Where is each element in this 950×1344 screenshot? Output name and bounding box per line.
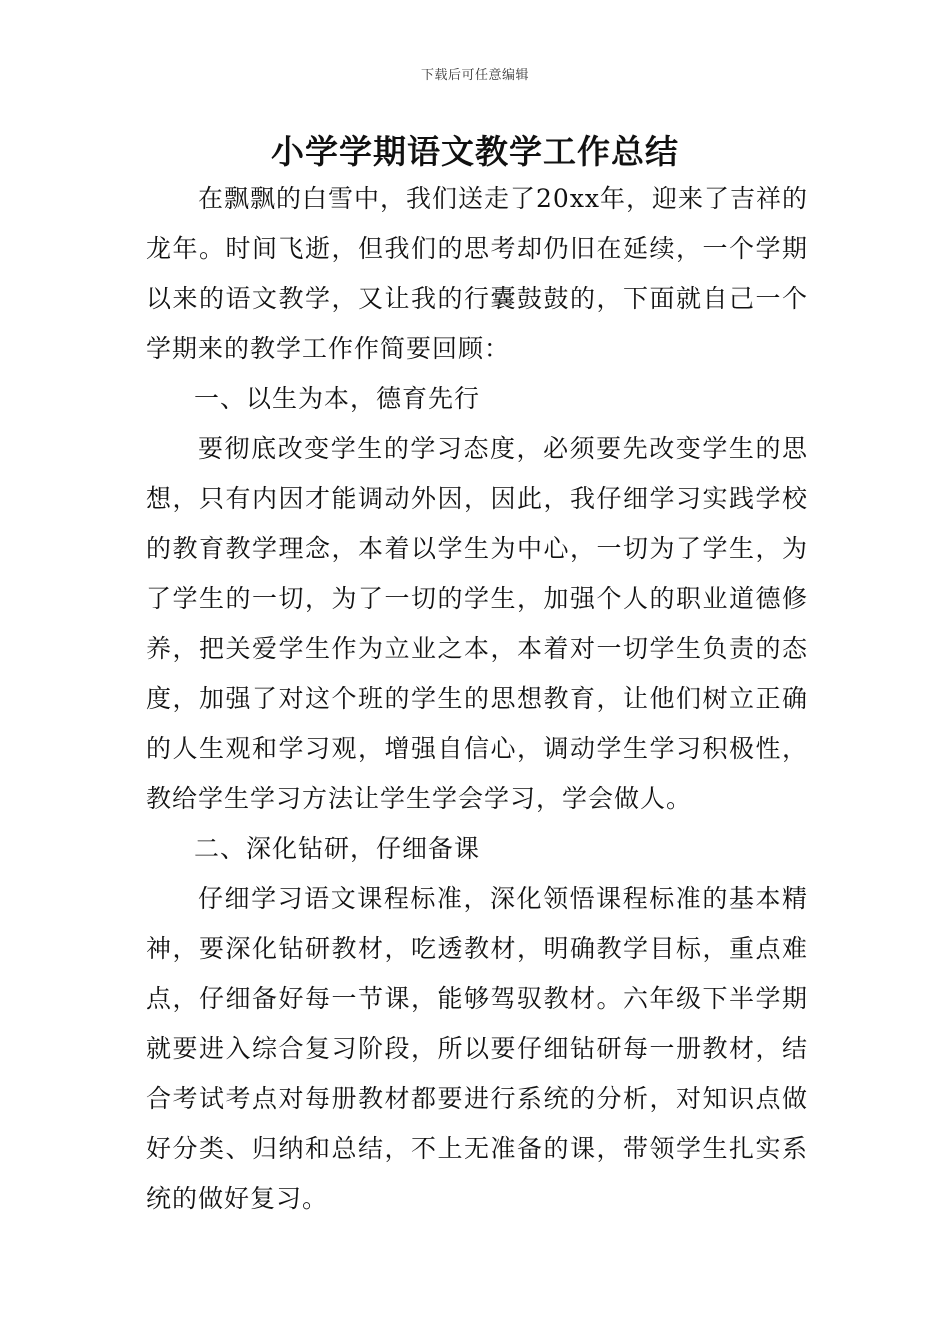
section-1-heading: 一、以生为本，德育先行 <box>194 384 481 413</box>
section-2-paragraph: 仔细学习语文课程标准，深化领悟课程标准的基本精神，要深化钻研教材，吃透教材，明确教学目标，重点难点，仔细备好每一节课，能够驾驭教材。六年级下半学期就要进入综合复习阶段，所以要仔细钻研每一册教材，结合考试考点对每册教材都要进行系统的分析，对知识点做好分类、归纳和总结，不上无准备的课，带领学生扎实系统的做好复习。 <box>146 884 808 1213</box>
intro-paragraph: 在飘飘的白雪中，我们送走了20xx年，迎来了吉祥的龙年。时间飞逝，但我们的思考却仍旧在延续，一个学期以来的语文教学，又让我的行囊鼓鼓的，下面就自己一个学期来的教学工作作简要回顾： <box>146 184 809 363</box>
section-1-paragraph: 要彻底改变学生的学习态度，必须要先改变学生的思想，只有内因才能调动外因，因此，我仔细学习实践学校的教育教学理念，本着以学生为中心，一切为了学生，为了学生的一切，为了一切的学生，加强个人的职业道德修养，把关爱学生作为立业之本，本着对一切学生负责的态度，加强了对这个班的学生的思想教育，让他们树立正确的人生观和学习观，增强自信心，调动学生学习积极性，教给学生学习方法让学生学会学习，学会做人。 <box>146 434 808 813</box>
header-note: 下载后可任意编辑 <box>420 68 529 83</box>
document-body <box>146 174 808 1224</box>
document-title: 小学学期语文教学工作总结 <box>271 132 679 171</box>
section-2-heading: 二、深化钻研，仔细备课 <box>194 834 481 863</box>
